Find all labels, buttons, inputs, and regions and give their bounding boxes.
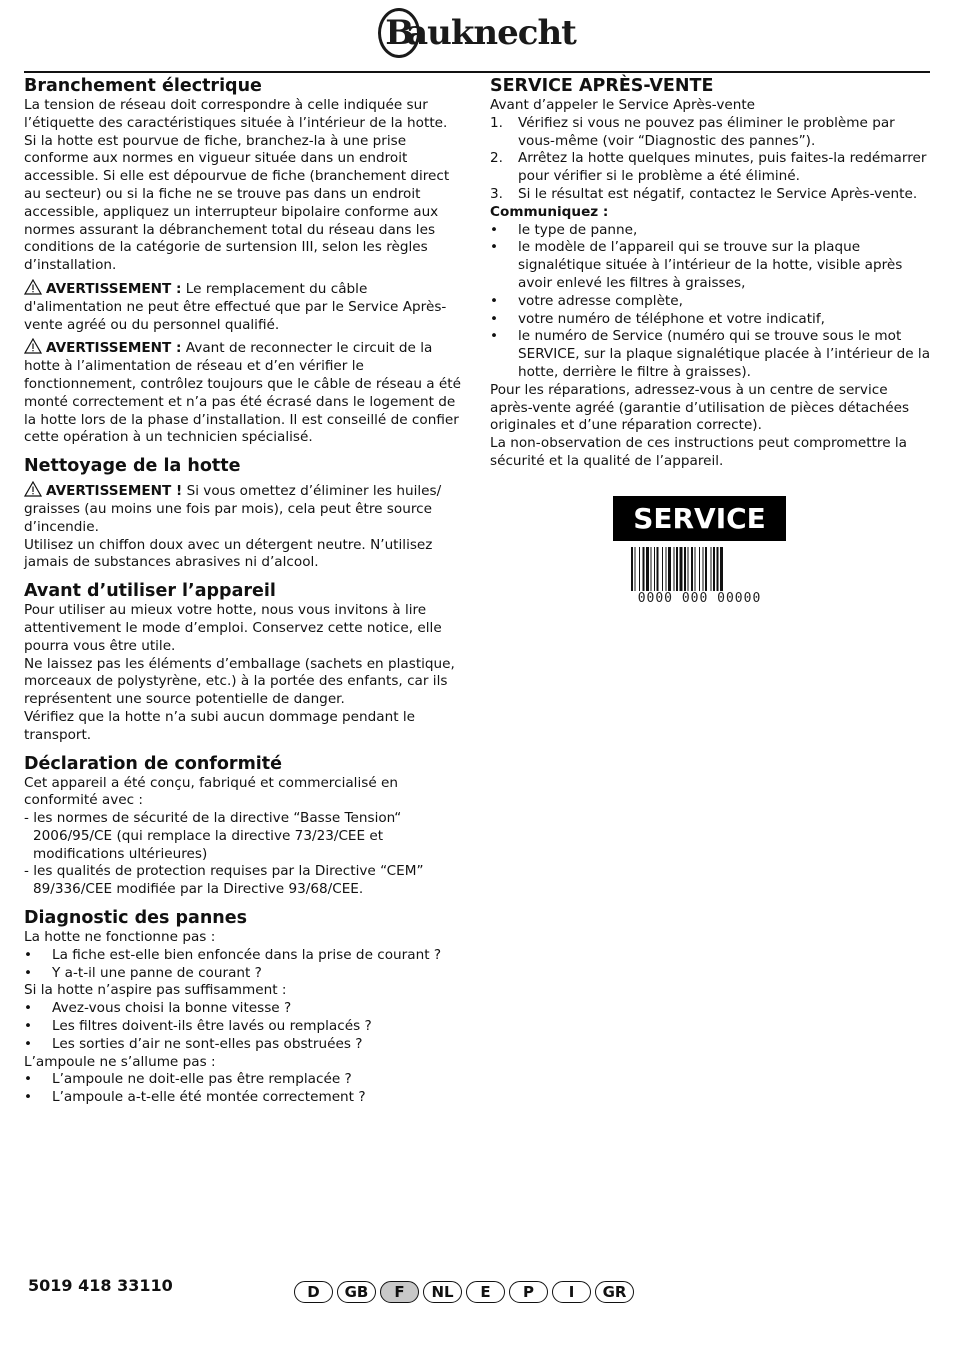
- barcode-bar: [646, 547, 649, 591]
- barcode-bar: [699, 547, 700, 591]
- list-item: • Y a-t-il une panne de courant ?: [24, 964, 262, 981]
- heading-nettoyage: Nettoyage de la hotte: [24, 456, 241, 477]
- barcode-bar: [662, 547, 663, 591]
- nettoyage-body: Utilisez un chiffon doux avec un détergent neutre. N’utilisez jamais de substances abrasives ni d’alcool.: [24, 536, 433, 571]
- diagnostic-list-1: [24, 947, 464, 983]
- list-item: • votre adresse complète,: [490, 292, 683, 309]
- list-item: • le type de panne,: [490, 221, 638, 238]
- avant-p3: Vérifiez que la hotte n’a subi aucun dommage pendant le transport.: [24, 708, 416, 743]
- branchement-warning-1: AVERTISSEMENT : Le remplacement du câble d'alimentation ne peut être effectué que par le Service Après-vente agréé ou du personnel qualifié.: [24, 280, 447, 333]
- barcode-bar: [657, 547, 659, 591]
- language-tab-gb[interactable]: GB: [337, 1281, 376, 1303]
- language-tab-e[interactable]: E: [466, 1281, 505, 1303]
- barcode-bar: [674, 547, 675, 591]
- avant-p1: Pour utiliser au mieux votre hotte, nous vous invitons à lire attentivement le mode d’emploi. Conservez cette notice, elle pourra vous être utile.: [24, 602, 442, 654]
- list-item: • Les sorties d’air ne sont-elles pas obstruées ?: [24, 1035, 363, 1052]
- barcode-bar: [631, 547, 633, 591]
- list-item: • Avez-vous choisi la bonne vitesse ?: [24, 1000, 292, 1017]
- heading-declaration: Déclaration de conformité: [24, 753, 283, 774]
- barcode-bar: [654, 547, 655, 591]
- barcode-bar: [713, 547, 715, 591]
- diagnostic-group-3: L’ampoule ne s’allume pas :: [24, 1053, 216, 1070]
- logo-initial: B: [378, 8, 420, 58]
- list-item: • le numéro de Service (numéro qui se trouve sous le mot SERVICE, sur la plaque signalétique placée à l’intérieur de la hotte, derrière le filtre à graisses).: [490, 328, 931, 380]
- service-intro: Avant d’appeler le Service Après-vente: [490, 97, 756, 113]
- barcode-bar: [643, 547, 645, 591]
- communiquez-label: Communiquez :: [490, 203, 609, 220]
- barcode-bar: [668, 547, 671, 591]
- diagnostic-group-2: Si la hotte n’aspire pas suffisamment :: [24, 982, 287, 999]
- list-item: • L’ampoule ne doit-elle pas être remplacée ?: [24, 1071, 352, 1088]
- heading-service: SERVICE APRÈS-VENTE: [490, 76, 714, 96]
- barcode-bar: [691, 547, 693, 591]
- declaration-intro: Cet appareil a été conçu, fabriqué et commercialisé en conformité avec :: [24, 774, 398, 809]
- barcode-bar: [651, 547, 652, 591]
- left-column: [24, 76, 464, 1107]
- warning-triangle-icon: [24, 481, 42, 497]
- diagnostic-list-3: [24, 1071, 464, 1107]
- logo-text: auknecht: [406, 13, 576, 53]
- diagnostic-list-2: [24, 1000, 464, 1053]
- header-rule: [24, 71, 930, 73]
- declaration-item-2: - les qualités de protection requises par la Directive “CEM” 89/336/CEE modifiée par la Directive 93/68/CEE.: [24, 863, 424, 898]
- communiquez-list: [490, 222, 932, 382]
- language-selector: [294, 1281, 634, 1303]
- barcode-digits: 0000 000 00000: [637, 591, 762, 606]
- list-item: 2. Arrêtez la hotte quelques minutes, puis faites-la redémarrer pour vérifier si le problème a été éliminé.: [490, 150, 927, 185]
- service-plate: [613, 496, 786, 606]
- diagnostic-group-1: La hotte ne fonctionne pas :: [24, 929, 216, 946]
- barcode-bar: [720, 547, 723, 591]
- barcode-bar: [717, 547, 719, 591]
- list-item: • le modèle de l’appareil qui se trouve sur la plaque signalétique située à l’intérieur de la hotte, visible après avoir enlevé les filtres à graisses,: [490, 239, 903, 291]
- barcode-bar: [688, 547, 689, 591]
- list-item: 3. Si le résultat est négatif, contactez le Service Après-vente.: [490, 185, 918, 202]
- brand-logo: [0, 10, 954, 60]
- declaration-item-1: - les normes de sécurité de la directive “Basse Tension“ 2006/95/CE (qui remplace la directive 73/23/CEE et modifications ultérieures): [24, 810, 402, 862]
- barcode-bar: [635, 547, 636, 591]
- barcode-bar: [703, 547, 704, 591]
- language-tab-i[interactable]: I: [552, 1281, 591, 1303]
- list-item: • Les filtres doivent-ils être lavés ou remplacés ?: [24, 1018, 372, 1035]
- list-item: 1. Vérifiez si vous ne pouvez pas éliminer le problème par vous-même (voir “Diagnostic des pannes”).: [490, 114, 895, 149]
- language-tab-d[interactable]: D: [294, 1281, 333, 1303]
- barcode-icon: [631, 547, 768, 591]
- document-number: 5019 418 33110: [28, 1276, 173, 1295]
- barcode-bar: [705, 547, 707, 591]
- barcode-bar: [680, 547, 683, 591]
- language-tab-gr[interactable]: GR: [595, 1281, 634, 1303]
- service-label: SERVICE: [613, 496, 786, 541]
- warning-triangle-icon: [24, 279, 42, 295]
- language-tab-nl[interactable]: NL: [423, 1281, 462, 1303]
- barcode-bar: [639, 547, 640, 591]
- barcode-bar: [711, 547, 712, 591]
- list-item: • votre numéro de téléphone et votre indicatif,: [490, 310, 825, 327]
- heading-diagnostic: Diagnostic des pannes: [24, 908, 248, 929]
- service-steps: [490, 115, 932, 204]
- barcode-bar: [684, 547, 686, 591]
- heading-branchement: Branchement électrique: [24, 76, 262, 96]
- heading-avant: Avant d’utiliser l’appareil: [24, 581, 276, 602]
- nettoyage-warning: AVERTISSEMENT ! Si vous omettez d’éliminer les huiles/ graisses (au moins une fois par mois), cela peut être source d’incendie.: [24, 483, 442, 535]
- service-p1: Pour les réparations, adressez-vous à un centre de service après-vente agréé (garantie d’utilisation de pièces détachées originales et d’une réparation correcte).: [490, 381, 910, 434]
- avant-p2: Ne laissez pas les éléments d’emballage (sachets en plastique, morceaux de polystyrène, etc.) à la portée des enfants, car ils représentent une source potentielle de danger.: [24, 655, 455, 708]
- warning-triangle-icon: [24, 338, 42, 354]
- list-item: • La fiche est-elle bien enfoncée dans la prise de courant ?: [24, 946, 442, 963]
- right-column: [490, 76, 932, 471]
- branchement-warning-2: AVERTISSEMENT : Avant de reconnecter le circuit de la hotte à l’alimentation de réseau et d’en vérifier le fonctionnement, contrôlez toujours que le câble de réseau a été monté correctement et n’a pas été écrasé dans le logement de la hotte lors de la phase d’installation. Il est conseillé de confier cette opération à un technicien spécialisé.: [24, 340, 461, 446]
- barcode-bar: [666, 547, 667, 591]
- list-item: • L’ampoule a-t-elle été montée correctement ?: [24, 1089, 366, 1106]
- branchement-body: La tension de réseau doit correspondre à celle indiquée sur l’étiquette des caractéristiques située à l’intérieur de la hotte. Si la hotte est pourvue de fiche, branchez-la à une prise conforme aux normes en vigueur située dans un endroit accessible. Si elle est dépourvue de fiche (branchement direct au secteur) ou si la fiche ne se trouve pas dans un endroit accessible, appliquez un interrupteur bipolaire conforme aux normes assurant la débranchement total du réseau dans les conditions de la catégorie de surtension III, selon les règles d’installation.: [24, 97, 450, 274]
- language-tab-f[interactable]: F: [380, 1281, 419, 1303]
- barcode-bar: [676, 547, 678, 591]
- language-tab-p[interactable]: P: [509, 1281, 548, 1303]
- service-p2: La non-observation de ces instructions peut compromettre la sécurité et la qualité de l’appareil.: [490, 435, 907, 469]
- barcode-bar: [695, 547, 696, 591]
